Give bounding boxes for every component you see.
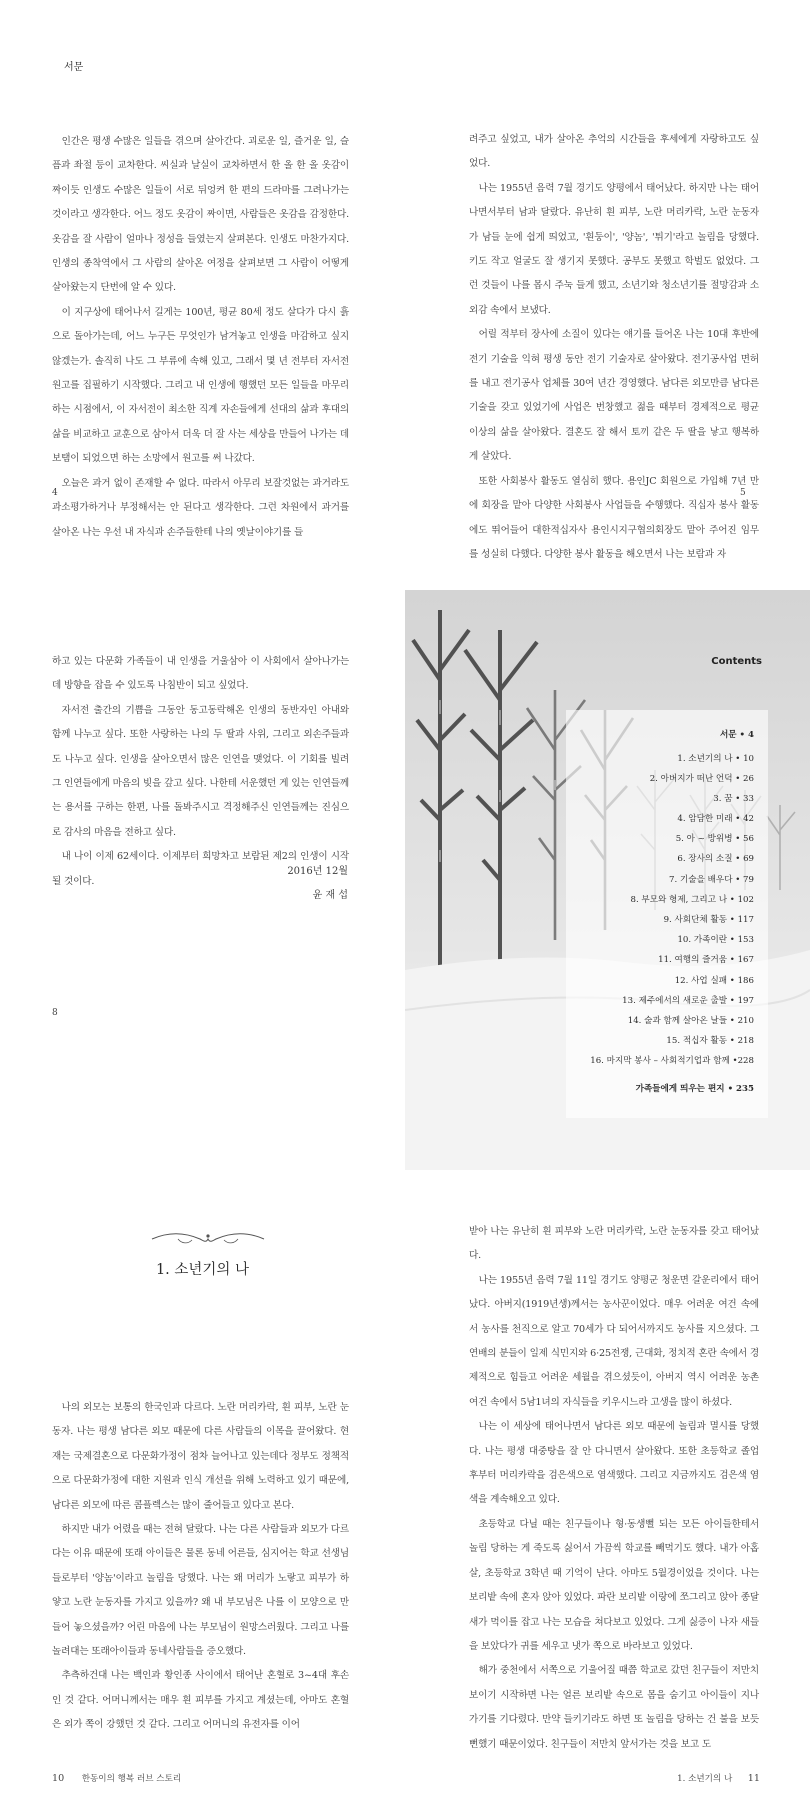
table-of-contents: [566, 710, 768, 1118]
signature-block: [150, 860, 348, 908]
paragraph: 려주고 싶었고, 내가 살아온 추억의 시간들을 후세에게 자랑하고도 싶었다.: [469, 134, 759, 170]
toc-entry[interactable]: 4. 암담한 미래 • 42: [677, 814, 754, 824]
toc-entry[interactable]: 서문 • 4: [719, 730, 754, 740]
toc-entry[interactable]: 가족들에게 띄우는 편지 • 235: [635, 1084, 754, 1094]
running-chapter-title: 1. 소년기의 나: [677, 1774, 733, 1784]
preface-right-column: [469, 128, 759, 567]
page-number: 10: [52, 1773, 65, 1784]
paragraph: 인간은 평생 수많은 일들을 겪으며 살아간다. 괴로운 일, 즐거운 일, 슬픔과 좌절 등이 교차한다. 씨실과 날실이 교차하면서 한 올 한 올 옷감이 짜이듯 인생도 수많은 일들이 서로 뒤엉켜 한 편의 드라마를 그려나가는 것이라고 생각한다. 어느 정도 옷감이 짜이면, 사람들은 옷감을 감정한다. 옷감을 잘 사람이 얼마나 정성을 들였는지 살펴본다. 인생도 마찬가지다. 인생의 종착역에서 그 사람의 살아온 여정을 살펴보면 그 사람이 어떻게 살아왔는지 단번에 알 수 있다.: [52, 136, 349, 294]
paragraph: 초등학교 다닐 때는 친구들이나 형·동생뻘 되는 모든 아이들한테서 놀림 당하는 게 죽도록 싫어서 가끔씩 학교를 빼먹기도 했다. 내가 아홉 살, 초등학교 3학년 때 기억이 난다. 아마도 5월경이었을 것이다. 나는 보리밭 속에 혼자 앉아 있었다. 파란 보리밭 이랑에 쪼그리고 앉아 종달새가 먹이를 잡고 나는 모습을 쳐다보고 있었다. 그게 싫증이 나자 새들을 보았다가 귀를 세우고 냇가 쪽으로 바라보고 있었다.: [469, 1518, 759, 1652]
preface-end-column: [52, 650, 349, 894]
toc-entry[interactable]: 10. 가족이란 • 153: [677, 935, 754, 945]
toc-entry[interactable]: 12. 사업 실패 • 186: [674, 976, 754, 986]
page-number: 11: [747, 1773, 760, 1784]
winter-trees-photo: [405, 590, 810, 1170]
right-footer: [677, 1772, 760, 1784]
paragraph: 이 지구상에 태어나서 길게는 100년, 평균 80세 정도 살다가 다시 흙으로 돌아가는데, 어느 누구든 무엇인가 남겨놓고 인생을 마감하고 싶지 않겠는가. 솔직히 나도 그 부류에 속해 있고, 그래서 몇 년 전부터 자서전 원고를 집필하기 시작했다. 그리고 내 인생에 행했던 모든 일들을 마무리하는 시점에서, 이 자서전이 최소한 직계 자손들에게 선대의 삶과 후대의 삶을 비교하고 교훈으로 삼아서 더욱 더 잘 사는 세상을 만들어 나가는 데 보탬이 되었으면 하는 소망에서 원고를 써 나갔다.: [52, 306, 349, 465]
paragraph: 또한 사회봉사 활동도 열심히 했다. 용인JC 회원으로 가입해 7년 만에 회장을 맡아 다양한 사회봉사 사업들을 수행했다. 직십자 봉사 활동에도 뛰어들어 대한적십자사 용인시지구협의회장도 맡아 주어진 임무를 성실히 다했다. 다양한 봉사 활동을 해오면서 나는 보람과 자: [469, 475, 759, 560]
toc-entry[interactable]: 5. 아 ~ 방위병 • 56: [675, 834, 754, 844]
toc-entry[interactable]: 1. 소년기의 나 • 10: [677, 754, 754, 764]
toc-entry[interactable]: 6. 장사의 소질 • 69: [677, 854, 754, 864]
book-title: 한동이의 행복 러브 스토리: [81, 1774, 182, 1784]
toc-entry[interactable]: 9. 사회단체 활동 • 117: [663, 915, 754, 925]
paragraph: 하지만 내가 어렸을 때는 전혀 달랐다. 나는 다른 사람들과 외모가 다르다는 이유 때문에 또래 아이들은 물론 동네 어른들, 심지어는 학교 선생님들로부터 '양놈'이라고 놀림을 당했다. 나는 왜 머리가 노랗고 피부가 하얗고 노란 눈동자를 가지고 있을까? 왜 내 부모님은 나를 이 모양으로 만들어 놓으셨을까? 어린 마음에 나는 부모님이 원망스러웠다. 그리고 나를 놀려대는 또래아이들과 동네사람들을 증오했다.: [52, 1524, 349, 1658]
toc-entry[interactable]: 13. 제주에서의 새로운 출발 • 197: [622, 996, 754, 1006]
spread-preface-contents: [0, 590, 810, 1170]
toc-entry[interactable]: 8. 부모와 형제, 그리고 나 • 102: [630, 895, 754, 905]
page-number: 5: [740, 488, 746, 498]
paragraph: 나는 1955년 음력 7월 11일 경기도 양평군 청운면 갈운리에서 태어났다. 아버지(1919년생)께서는 농사꾼이었다. 매우 어려운 여건 속에서 농사를 천직으로 알고 70세가 다 되어서까지도 농사를 지으셨다. 그 연배의 분들이 일제 식민지와 6·25전쟁, 근대화, 정치적 혼란 속에서 경제적으로 힘들고 어려운 세월을 겪으셨듯이, 아버지 역시 어려운 농촌 여건 속에서 5남1녀의 자식들을 키우시느라 고생을 많이 하셨다.: [469, 1274, 759, 1408]
toc-entry[interactable]: 11. 여행의 즐거움 • 167: [658, 955, 754, 965]
chapter-right-column: [469, 1220, 759, 1757]
paragraph: 나는 이 세상에 태어나면서 남다른 외모 때문에 놀림과 멸시를 당했다. 나는 평생 대중탕을 잘 안 다니면서 살아왔다. 또한 초등학교 졸업 후부터 머리카락을 검은색으로 염색했다. 그리고 지금까지도 검은색 염색을 계속해오고 있다.: [469, 1421, 759, 1506]
contents-heading: Contents: [711, 656, 762, 667]
toc-entry[interactable]: 14. 술과 함께 살아온 날들 • 210: [627, 1016, 754, 1026]
paragraph: 내 나이 이제 62세이다. 이제부터 희망차고 보람된 제2의 인생이 시작될 것이다.: [52, 851, 349, 887]
preface-left-column: [52, 130, 349, 545]
paragraph: 나는 1955년 음력 7월 경기도 양평에서 태어났다. 하지만 나는 태어나면서부터 남과 달랐다. 유난히 흰 피부, 노란 머리카락, 노란 눈동자가 남들 눈에 쉽게 띄었고, '흰둥이', '양놈', '튀기'라고 놀림을 당했다. 키도 작고 얼굴도 잘 생기지 못했다. 공부도 못했고 학벌도 없었다. 그런 것들이 나를 몹시 주눅 들게 했고, 소년기와 청소년기를 절망감과 소외감 속에서 보냈다.: [469, 182, 759, 316]
left-footer: [52, 1772, 181, 1784]
spread-chapter-1: [0, 1170, 810, 1800]
toc-entry[interactable]: 2. 아버지가 떠난 언덕 • 26: [649, 774, 754, 784]
chapter-left-column: [52, 1396, 349, 1738]
ornament-icon: [148, 1230, 268, 1248]
paragraph: 추측하건대 나는 백인과 황인종 사이에서 태어난 혼혈로 3~4대 후손인 것 같다. 어머니께서는 매우 흰 피부를 가지고 계셨는데, 아마도 혼혈은 외가 쪽이 강했던 것 같다. 그리고 어머니의 유전자를 이어: [52, 1670, 349, 1731]
paragraph: 하고 있는 다문화 가족들이 내 인생을 거울삼아 이 사회에서 살아나가는 데 방향을 잡을 수 있도록 나침반이 되고 싶었다.: [52, 656, 349, 692]
date: 2016년 12월: [287, 866, 348, 877]
paragraph: 오늘은 과거 없이 존재할 수 없다. 따라서 아무리 보잘것없는 과거라도 과소평가하거나 부정해서는 안 된다고 생각한다. 그런 차원에서 과거를 살아온 나는 우선 내 자식과 손주들한테 나의 옛날이야기를 들: [52, 477, 349, 538]
author-name: 윤 재 섭: [312, 890, 348, 901]
chapter-title: 1. 소년기의 나: [155, 1262, 250, 1278]
paragraph: 해가 중천에서 서쪽으로 기울어질 때쯤 학교로 갔던 친구들이 저만치 보이기 시작하면 나는 얼른 보리밭 속으로 몸을 숨기고 아이들이 지나가기를 기다렸다. 만약 들키기라도 하면 또 놀림을 당하는 건 불을 보듯 뻔했기 때문이었다. 친구들이 저만치 앞서가는 것을 보고 도: [469, 1665, 759, 1750]
section-title: 서문: [64, 62, 84, 73]
page-number: 4: [52, 488, 58, 498]
spread-preface: [0, 0, 810, 560]
paragraph: 받아 나는 유난히 흰 피부와 노란 머리카락, 노란 눈동자를 갖고 태어났다.: [469, 1226, 759, 1262]
paragraph: 나의 외모는 보통의 한국인과 다르다. 노란 머리카락, 흰 피부, 노란 눈동자. 나는 평생 남다른 외모 때문에 다른 사람들의 이목을 끌어왔다. 현재는 국제결혼으로 다문화가정이 점차 늘어나고 있는데다 정부도 정책적으로 다문화가정에 대한 지원과 인식 개선을 위해 노력하고 있기 때문에, 남다른 외모에 따른 콤플렉스는 많이 줄어들고 있다고 본다.: [52, 1402, 349, 1511]
toc-entry[interactable]: 15. 적십자 활동 • 218: [666, 1036, 754, 1046]
page-number: 8: [52, 1008, 58, 1018]
toc-entry[interactable]: 16. 마지막 봉사 – 사회적기업과 함께 •228: [590, 1056, 754, 1066]
paragraph: 자서전 출간의 기쁨을 그동안 동고동락해온 인생의 동반자인 아내와 함께 나누고 싶다. 또한 사랑하는 나의 두 딸과 사위, 그리고 외손주들과도 나누고 싶다. 인생을 살아오면서 많은 인연을 맺었다. 이 기회를 빌려 그 인연들에게 마음의 빚을 갚고 싶다. 나한테 서운했던 게 있는 인연들께는 용서를 구하는 한편, 나를 돌봐주시고 격정해주신 인연들께는 진심으로 감사의 마음을 전하고 싶다.: [52, 704, 349, 838]
toc-entry[interactable]: 3. 꿈 • 33: [713, 794, 754, 804]
toc-entry[interactable]: 7. 기술을 배우다 • 79: [669, 875, 754, 885]
paragraph: 어릴 적부터 장사에 소질이 있다는 얘기를 들어온 나는 10대 후반에 전기 기술을 익혀 평생 동안 전기 기술자로 살아왔다. 전기공사업 면허를 내고 전기공사 업체를 30여 년간 경영했다. 남다른 외모만큼 남다른 기술을 갖고 있었기에 사업은 번창했고 젊을 때부터 경제적으로 평균 이상의 삶을 살아왔다. 결혼도 잘 해서 토끼 같은 두 딸을 낳고 행복하게 살았다.: [469, 329, 759, 463]
